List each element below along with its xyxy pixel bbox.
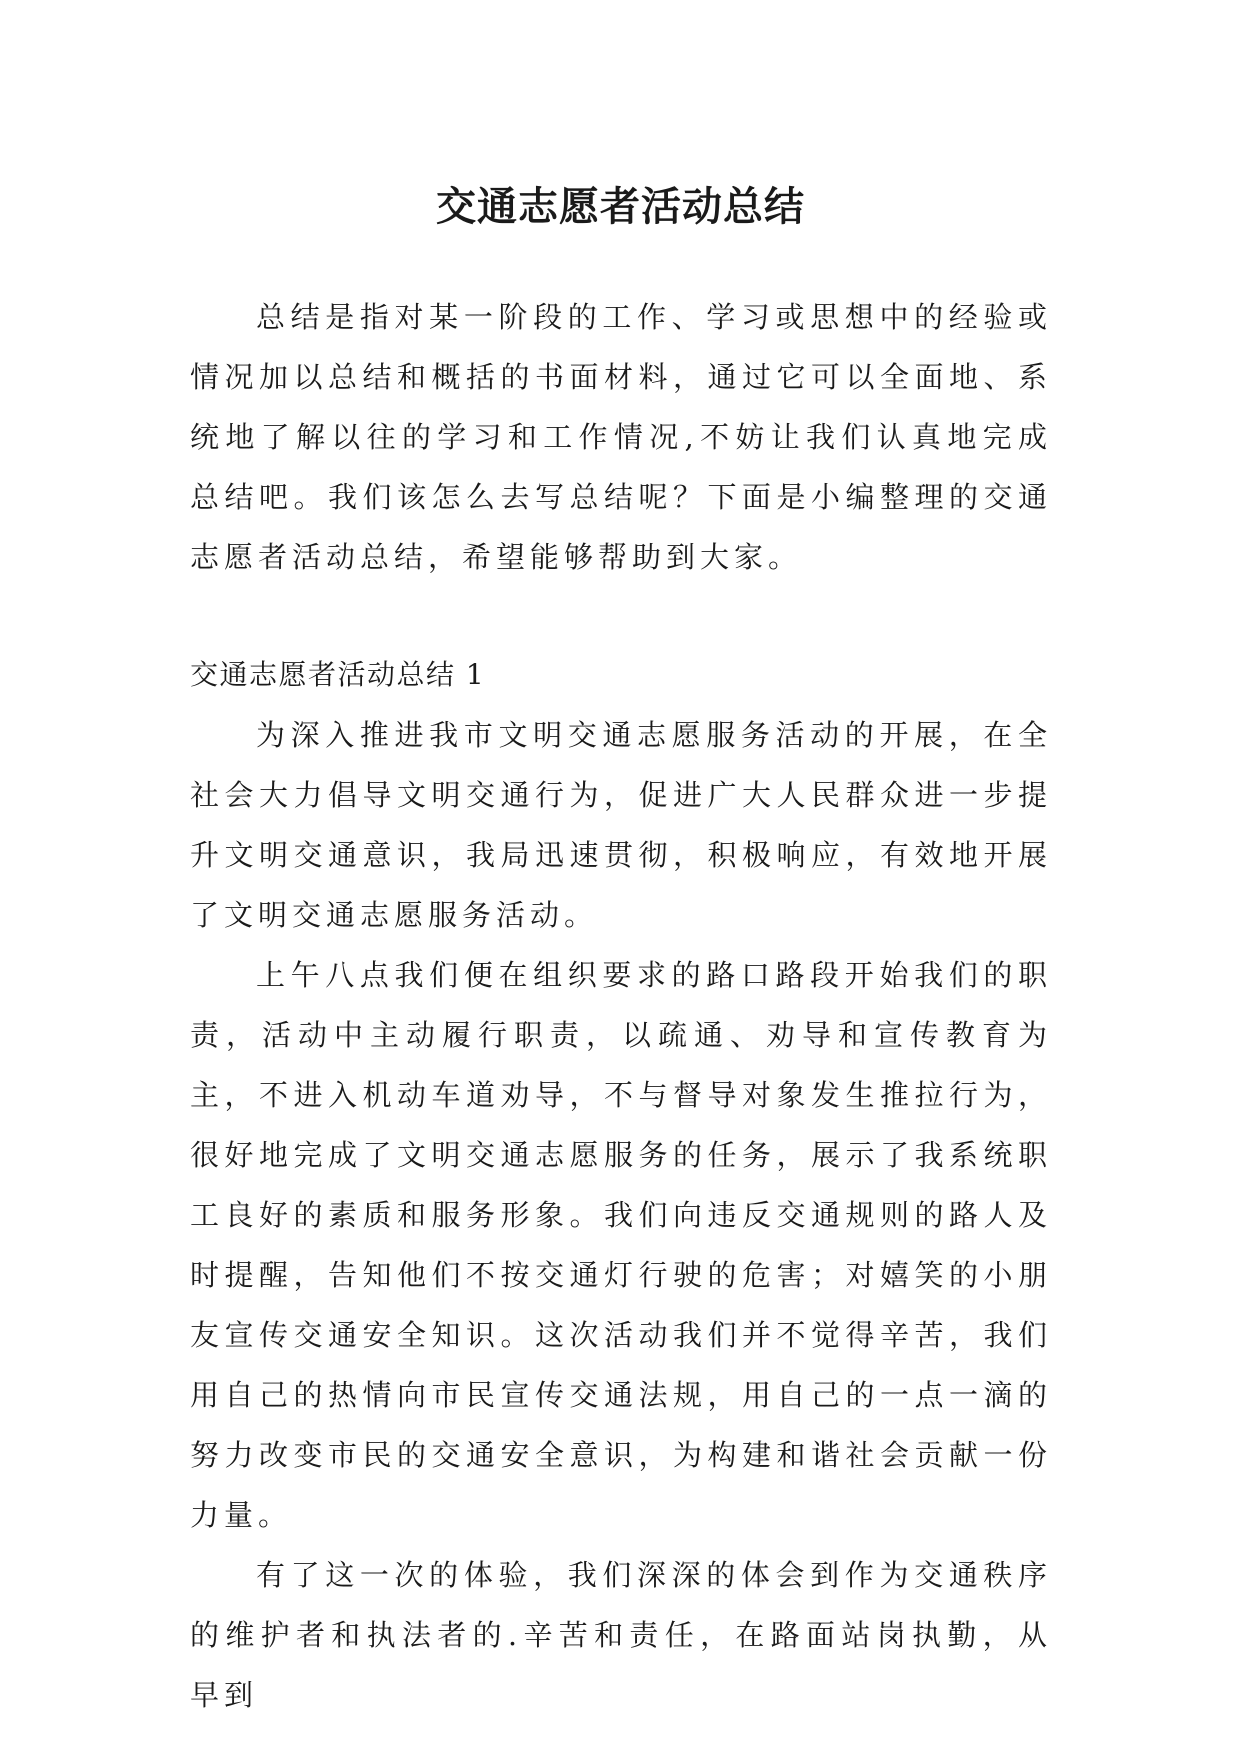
document-title: 交通志愿者活动总结 — [436, 183, 805, 230]
body-paragraph-2: 上午八点我们便在组织要求的路口路段开始我们的职责，活动中主动履行职责，以疏通、劝导和宣传教育为主，不进入机动车道劝导，不与督导对象发生推拉行为，很好地完成了文明交通志愿服务的任务，展示了我系统职工良好的素质和服务形象。我们向违反交通规则的路人及时提醒，告知他们不按交通灯行驶的危害；对嬉笑的小朋友宣传交通安全知识。这次活动我们并不觉得辛苦，我们用自己的热情向市民宣传交通法规，用自己的一点一滴的努力改变市民的交通安全意识，为构建和谐社会贡献一份力量。 — [190, 958, 1052, 1532]
document-body — [190, 287, 1052, 1725]
body-paragraph-1: 为深入推进我市文明交通志愿服务活动的开展，在全社会大力倡导文明交通行为，促进广大人民群众进一步提升文明交通意识，我局迅速贯彻，积极响应，有效地开展了文明交通志愿服务活动。 — [190, 718, 1052, 932]
body-paragraph-3: 有了这一次的体验，我们深深的体会到作为交通秩序的维护者和执法者的.辛苦和责任，在路面站岗执勤，从早到 — [190, 1558, 1052, 1712]
intro-paragraph: 总结是指对某一阶段的工作、学习或思想中的经验或情况加以总结和概括的书面材料，通过它可以全面地、系统地了解以往的学习和工作情况,不妨让我们认真地完成总结吧。我们该怎么去写总结呢？下面是小编整理的交通志愿者活动总结，希望能够帮助到大家。 — [190, 300, 1052, 574]
section-heading: 交通志愿者活动总结 1 — [190, 658, 486, 691]
